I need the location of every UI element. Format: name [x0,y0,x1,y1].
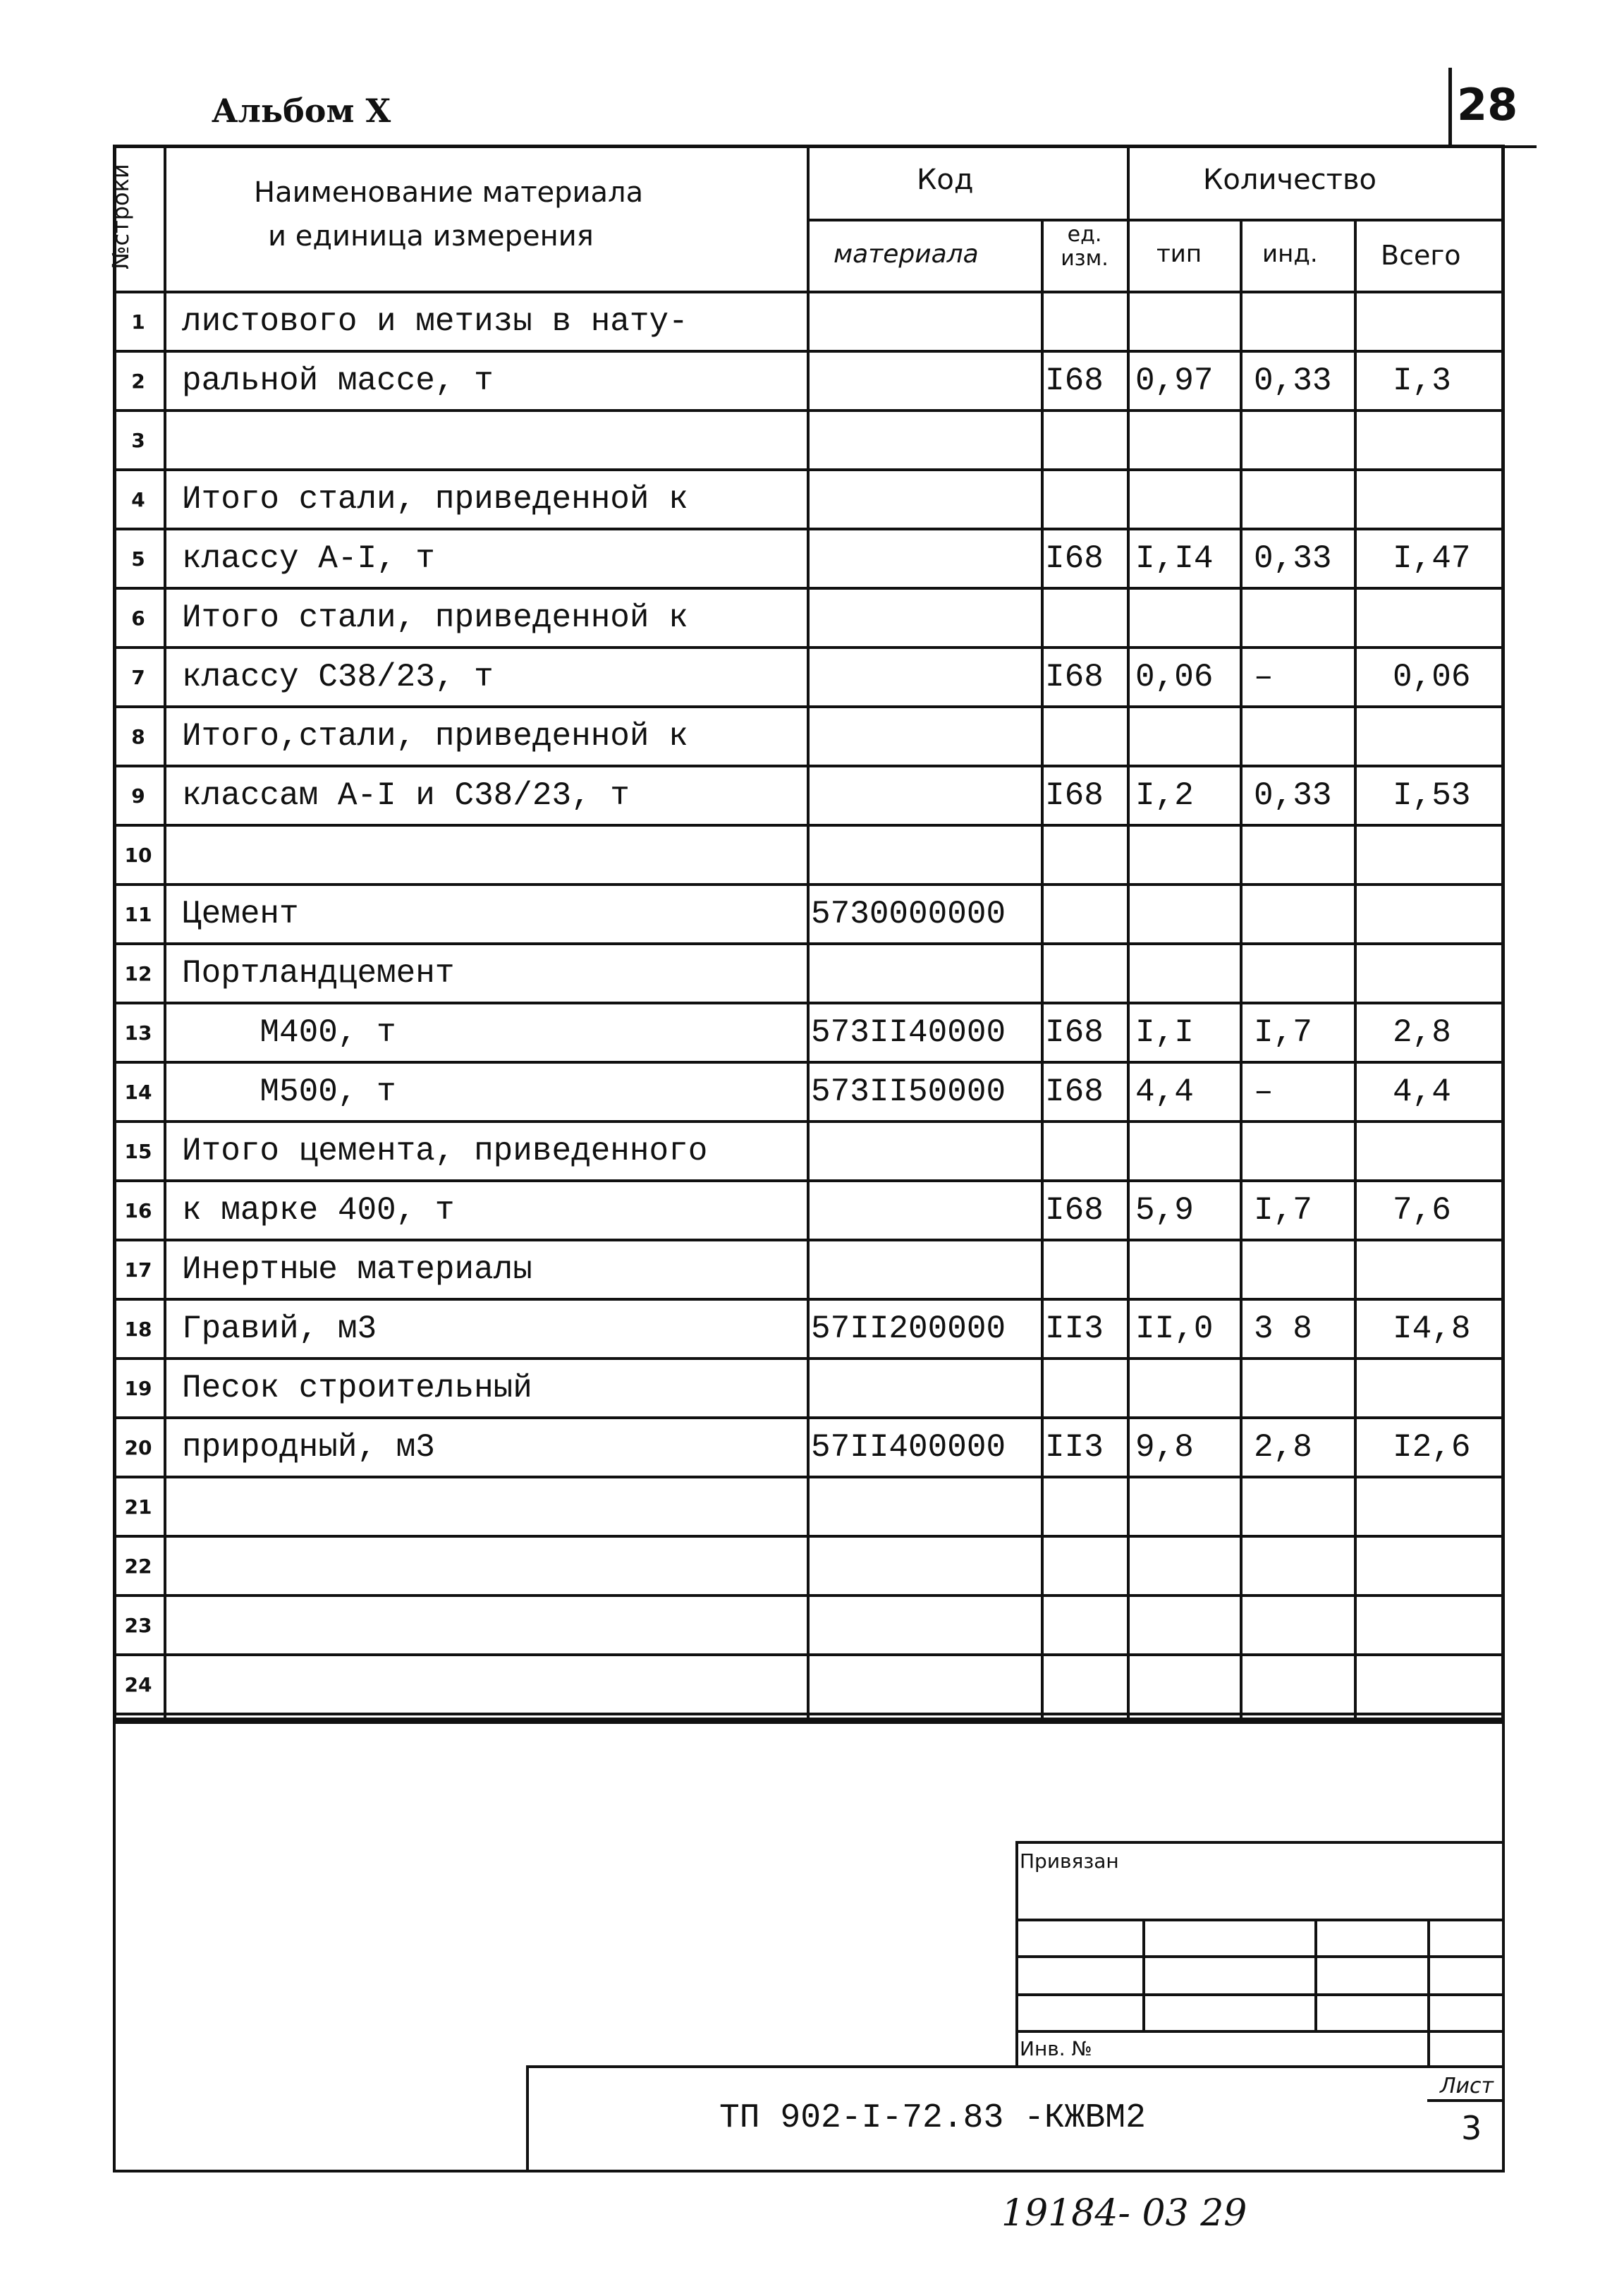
row-number: 11 [124,903,152,926]
unit-code: I68 [1045,1074,1104,1110]
document-code: ТП 902-I-72.83 -КЖВМ2 [719,2099,1146,2137]
table-row-line [113,1298,1505,1301]
row-number: 10 [124,844,152,867]
quantity-type: 5,9 [1135,1192,1194,1229]
table-row-line [113,1357,1505,1360]
row-number: 22 [124,1555,152,1578]
material-name: классам А-I и С38/23, т [182,777,630,814]
row-number: 12 [124,962,152,985]
table-row-line [113,646,1505,649]
material-code: 57II200000 [811,1311,1006,1347]
quantity-individual: I,7 [1254,1014,1312,1051]
table-row-line [113,1120,1505,1123]
table-row-line [113,705,1505,708]
material-name: Песок строительный [182,1370,532,1406]
row-number: 8 [131,725,145,748]
material-name: Итого,стали, приведенной к [182,718,688,755]
tied-line-4 [1015,2030,1505,2033]
grid-vline-name [807,145,810,1721]
name-header-line1: Наименование материала [254,176,644,209]
stamp-left-line [526,2065,529,2172]
quantity-type: 0,97 [1135,363,1214,399]
row-number: 9 [131,784,145,808]
unit-code: I68 [1045,659,1104,695]
row-number-header [106,147,162,288]
grid-vline-ind [1354,220,1357,1721]
material-name: Гравий, м3 [182,1311,377,1347]
title-block-bottom-line [113,2170,1505,2172]
material-name: листового и метизы в нату- [182,303,688,340]
table-row-line [113,1476,1505,1478]
quantity-individual: 0,33 [1254,363,1332,399]
table-row-line [113,1239,1505,1241]
quantity-total: I,53 [1393,777,1471,814]
table-row-line [113,1713,1505,1715]
unit-code: I68 [1045,363,1104,399]
table-row-line [113,350,1505,353]
row-number: 15 [124,1140,152,1163]
material-name: к марке 400, т [182,1192,455,1229]
sheet-divider-line [1427,2099,1505,2102]
quantity-individual: – [1254,659,1274,695]
material-name: природный, м3 [182,1429,435,1466]
table-row-line [113,942,1505,945]
material-name: М400, т [182,1014,396,1051]
album-title: Альбом X [212,92,391,130]
tied-line-3 [1015,1993,1505,1996]
unit-code: I68 [1045,777,1104,814]
tied-vline-1 [1142,1919,1145,2030]
quantity-type: I,I4 [1135,540,1214,577]
title-block-top-line [113,1721,1505,1724]
tied-top-line [1015,1841,1505,1844]
unit-code: I68 [1045,1014,1104,1051]
quantity-total: 2,8 [1393,1014,1451,1051]
row-number: 4 [131,488,145,511]
row-number: 7 [131,666,145,689]
qty-total-header: Всего [1381,240,1461,271]
material-code: 573II40000 [811,1014,1006,1051]
material-name: ральной массе, т [182,363,494,399]
row-number: 6 [131,607,145,630]
quantity-individual: 3 8 [1254,1311,1312,1347]
grid-vline-code [1041,220,1044,1721]
code-header: Код [917,164,974,196]
quantity-individual: 0,33 [1254,540,1332,577]
tied-label: Привязан [1020,1849,1119,1873]
inventory-number-label: Инв. № [1020,2037,1092,2060]
unit-code: I68 [1045,540,1104,577]
table-row-line [113,1416,1505,1419]
code-unit-header: ед. изм. [1061,222,1109,271]
page-number: 28 [1457,79,1518,130]
grid-vline-type [1240,220,1243,1721]
archive-number: 19184- 03 29 [1001,2192,1247,2235]
row-number: 24 [124,1673,152,1696]
row-number: 5 [131,547,145,571]
material-name: Итого стали, приведенной к [182,481,688,518]
table-row-line [113,528,1505,530]
table-row-line [113,1594,1505,1597]
grid-vline-unit [1127,145,1130,1721]
tied-line-1 [1015,1919,1505,1921]
quantity-total: I4,8 [1393,1311,1471,1347]
table-row-line [113,883,1505,886]
table-row-line [113,1002,1505,1004]
row-number: 20 [124,1436,152,1459]
quantity-type: I,I [1135,1014,1194,1051]
row-number: 3 [131,429,145,452]
tied-vline-3 [1427,1919,1430,2067]
table-row-line [113,1653,1505,1656]
row-number: 1 [131,310,145,334]
quantity-individual: 0,33 [1254,777,1332,814]
title-block-left-line [113,1721,116,2172]
material-code: 5730000000 [811,896,1006,932]
tied-vline-2 [1314,1919,1317,2030]
quantity-type: 4,4 [1135,1074,1194,1110]
tied-line-2 [1015,1955,1505,1958]
grid-hline-header [113,291,1505,293]
table-row-line [113,765,1505,767]
material-name: Цемент [182,896,299,932]
row-number: 2 [131,370,145,393]
stamp-top-line [526,2065,1505,2068]
row-number: 23 [124,1614,152,1637]
material-code: 573II50000 [811,1074,1006,1110]
quantity-type: II,0 [1135,1311,1214,1347]
material-name: классу А-I, т [182,540,435,577]
material-name: Итого стали, приведенной к [182,600,688,636]
material-code: 57II400000 [811,1429,1006,1466]
quantity-total: 4,4 [1393,1074,1451,1110]
row-number: 13 [124,1021,152,1045]
table-row-line [113,824,1505,827]
quantity-total: 0,06 [1393,659,1471,695]
table-row-line [113,1535,1505,1538]
row-number: 19 [124,1377,152,1400]
table-row-line [113,468,1505,471]
table-row-line [113,1179,1505,1182]
material-name: Итого цемента, приведенного [182,1133,708,1169]
quantity-total: I,3 [1393,363,1451,399]
qty-ind-header: инд. [1262,240,1318,268]
row-number: 14 [124,1081,152,1104]
table-row-line [113,587,1505,590]
quantity-type: I,2 [1135,777,1194,814]
quantity-header: Количество [1203,164,1377,196]
table-row-line [113,1061,1505,1064]
unit-code: I68 [1045,1192,1104,1229]
material-name: М500, т [182,1074,396,1110]
tied-left-line [1015,1841,1018,2067]
qty-type-header: тип [1156,240,1202,268]
quantity-individual: – [1254,1074,1274,1110]
sheet-label: Лист [1440,2074,1494,2098]
material-name: Портландцемент [182,955,455,992]
quantity-type: 0,06 [1135,659,1214,695]
material-name: Инертные материалы [182,1251,532,1288]
unit-code: II3 [1045,1311,1104,1347]
sheet-number: 3 [1461,2109,1482,2147]
quantity-total: I2,6 [1393,1429,1471,1466]
quantity-total: 7,6 [1393,1192,1451,1229]
title-block-right-line [1502,1721,1505,2172]
grid-hline-subheader [807,219,1505,221]
quantity-total: I,47 [1393,540,1471,577]
row-number: 16 [124,1199,152,1222]
row-number: 21 [124,1495,152,1519]
table-row-line [113,409,1505,412]
unit-code: II3 [1045,1429,1104,1466]
row-number-header-text: №строки [106,164,134,269]
name-header-line2: и единица измерения [268,220,594,253]
quantity-type: 9,8 [1135,1429,1194,1466]
row-number: 18 [124,1318,152,1341]
material-name: классу С38/23, т [182,659,494,695]
code-material-header: материала [834,240,979,269]
quantity-individual: 2,8 [1254,1429,1312,1466]
quantity-individual: I,7 [1254,1192,1312,1229]
row-number: 17 [124,1258,152,1282]
grid-vline-rownum [164,145,166,1721]
